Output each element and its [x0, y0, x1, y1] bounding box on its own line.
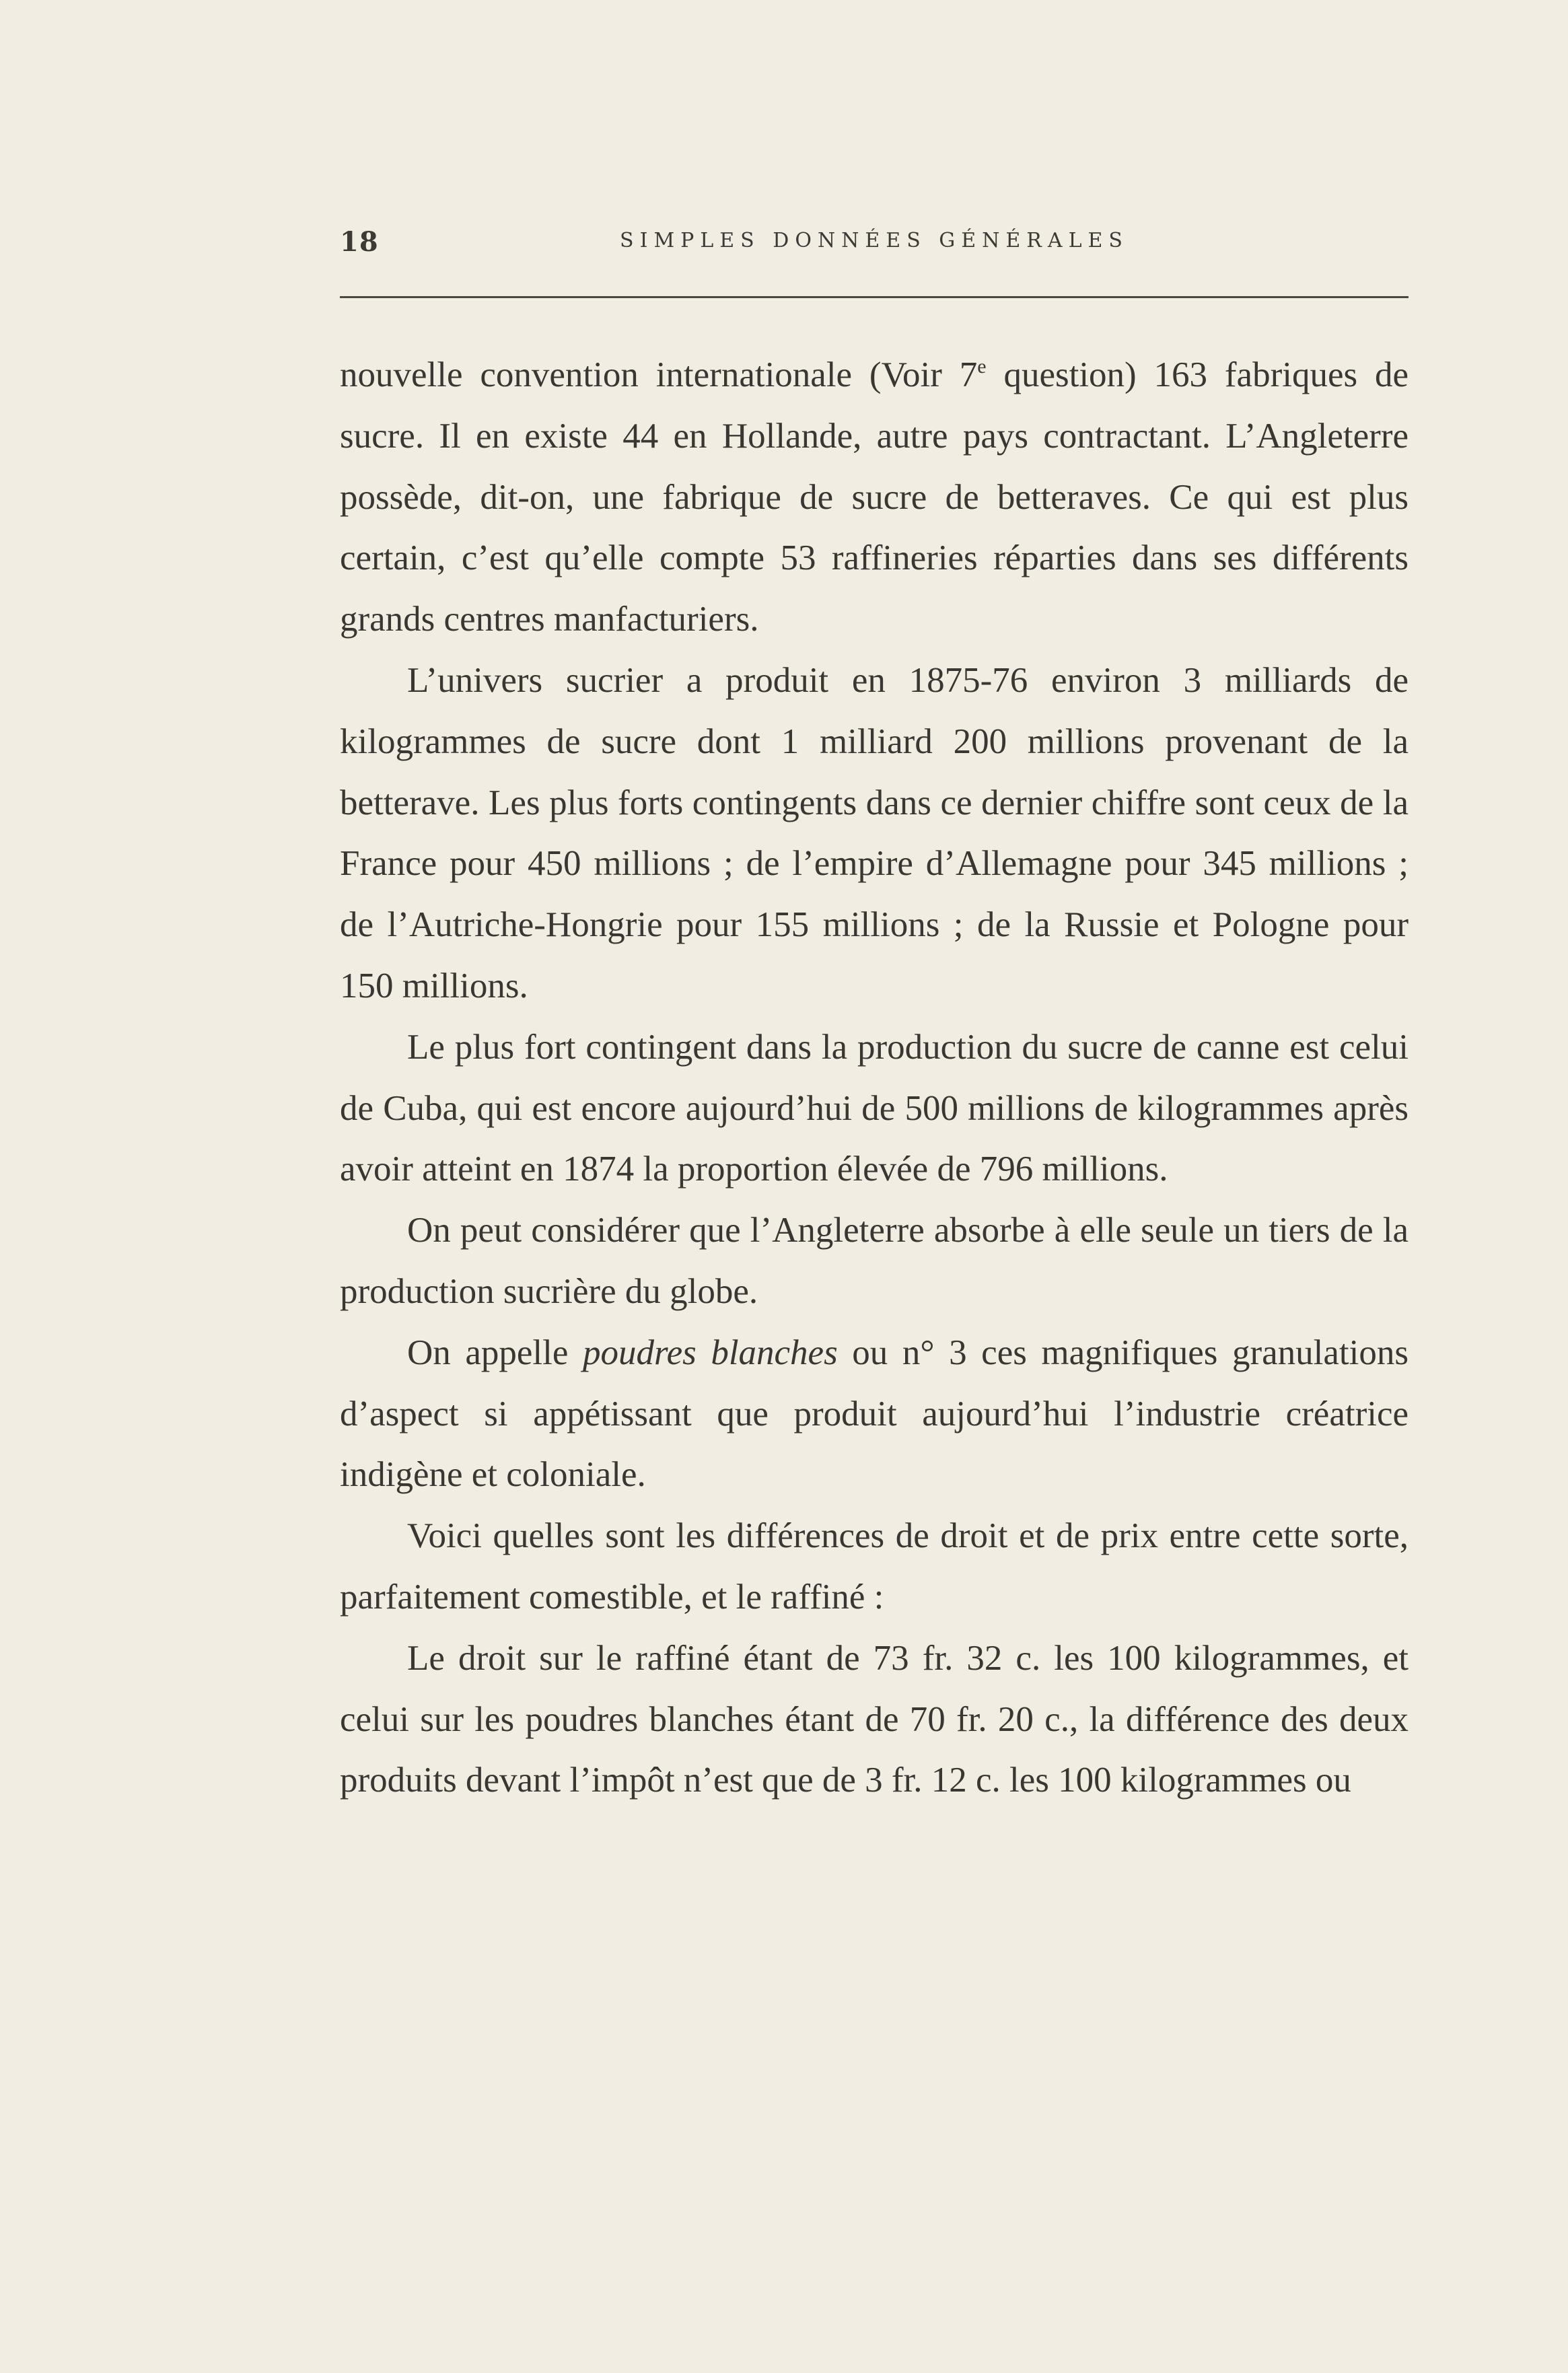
paragraph: Voici quelles sont les différences de droit et de prix entre cette sorte, parfaitement comestible, et le raffiné : — [340, 1516, 1409, 1617]
body-text — [340, 345, 1409, 1811]
running-title: SIMPLES DONNÉES GÉNÉRALES — [620, 229, 1129, 252]
superscript: e — [977, 355, 987, 378]
paragraph-continuation — [340, 345, 1409, 650]
paragraph-continues-next-page: Le droit sur le raffiné étant de 73 fr. 32 c. les 100 kilogrammes, et celui sur les poudres blanches étant de 70 fr. 20 c., la différence des deux produits devant l’impôt n’est que de 3 fr. 12 c. les 100 kilogrammes ou — [340, 1638, 1409, 1800]
paragraph-text: On appelle — [407, 1333, 583, 1372]
italic-term: poudres blanches — [582, 1333, 838, 1372]
paragraph-text: nouvelle convention internationale (Voir 7 — [340, 355, 978, 394]
paragraph: L’univers sucrier a produit en 1875-76 environ 3 milliards de kilogrammes de sucre dont 1 milliard 200 millions provenant de la betterave. Les plus forts contingents dans ce dernier chiffre sont ceux de la France pour 450 millions ; de l’empire d’Allemagne pour 345 millions ; de l’Autriche-Hongrie pour 155 millions ; de la Russie et Pologne pour 150 millions. — [340, 660, 1409, 1005]
paragraph: On peut considérer que l’Angleterre absorbe à elle seule un tiers de la production sucrière du globe. — [340, 1211, 1409, 1311]
paragraph: Le plus fort contingent dans la production du sucre de canne est celui de Cuba, qui est encore aujourd’hui de 500 millions de kilogrammes après avoir atteint en 1874 la proportion élevée de 796 millions. — [340, 1027, 1409, 1189]
paragraph — [340, 1322, 1409, 1506]
paragraph-text: ou n° 3 ces magnifiques granulations d’aspect si appétissant que produit aujourd’hui l’industrie créatrice indigène et coloniale. — [340, 1333, 1409, 1495]
page-header — [340, 226, 1409, 267]
header-rule — [340, 296, 1409, 298]
paragraph-text: question) 163 fabriques de sucre. Il en existe 44 en Hollande, autre pays contractant. L’Angleterre possède, dit-on, une fabrique de sucre de betteraves. Ce qui est plus certain, c’est qu’elle compte 53 raffineries réparties dans ses différents grands centres manfacturiers. — [340, 355, 1409, 639]
page-number: 18 — [340, 226, 379, 258]
